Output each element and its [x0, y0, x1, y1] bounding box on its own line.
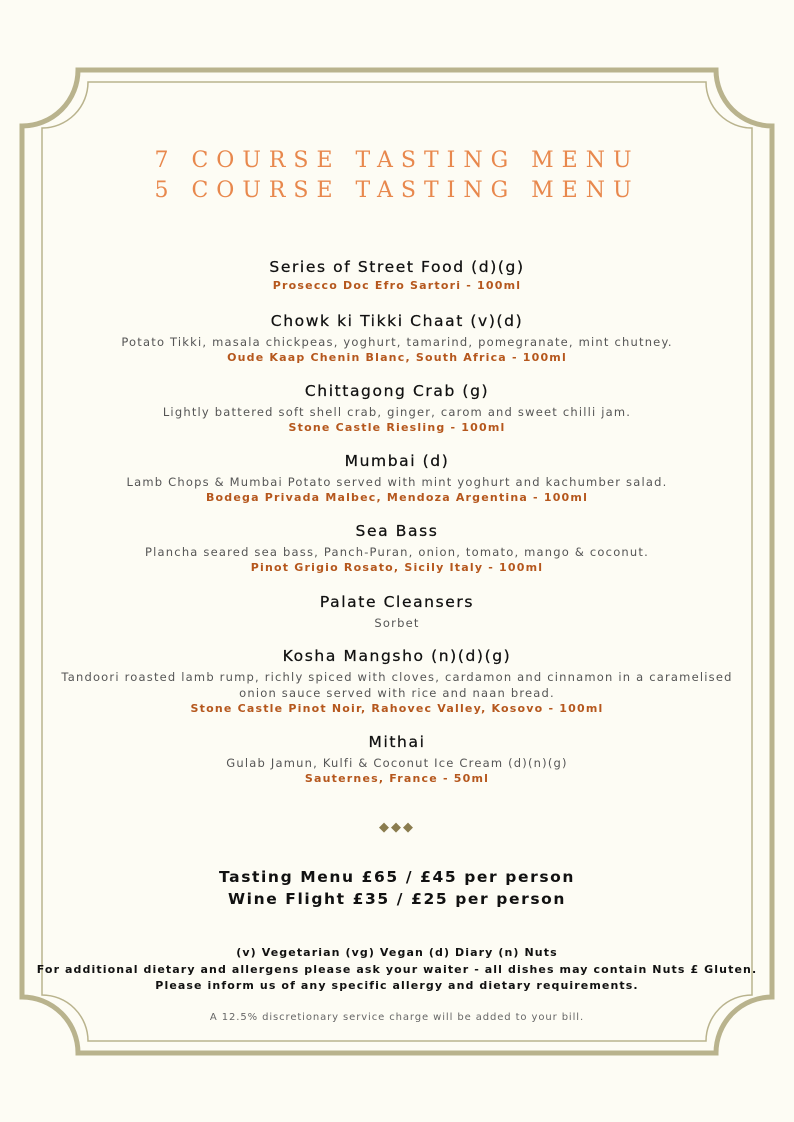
course-name: Mumbai (d): [344, 452, 450, 470]
diamond-ornament-icon: ◆◆◆: [379, 820, 415, 835]
service-charge-note: A 12.5% discretionary service charge will be added to your bill.: [209, 1012, 585, 1023]
course-name: Chittagong Crab (g): [304, 382, 490, 400]
course-wine: Bodega Privada Malbec, Mendoza Argentina - 100ml: [205, 491, 589, 504]
course-description: Tandoori roasted lamb rump, richly spiced with cloves, cardamon and cinnamon in a caramelised onion sauce served with rice and naan bread.: [61, 670, 733, 700]
course-description: Sorbet: [374, 616, 420, 630]
course-name: Mithai: [368, 733, 426, 751]
dietary-legend: (v) Vegetarian (vg) Vegan (d) Diary (n) Nuts: [236, 946, 558, 959]
course-name: Series of Street Food (d)(g): [269, 258, 525, 276]
course-description: Potato Tikki, masala chickpeas, yoghurt, tamarind, pomegranate, mint chutney.: [121, 335, 673, 349]
course-name: Kosha Mangsho (n)(d)(g): [282, 647, 512, 665]
course-wine: Prosecco Doc Efro Sartori - 100ml: [272, 279, 522, 292]
course-item: [40, 381, 754, 436]
course-name: Palate Cleansers: [319, 593, 475, 611]
course-item: [40, 257, 754, 294]
course-item: [40, 311, 754, 366]
course-wine: Stone Castle Pinot Noir, Rahovec Valley, Kosovo - 100ml: [190, 702, 604, 715]
wine-flight-price: Wine Flight £35 / £25 per person: [227, 890, 567, 908]
tasting-menu-price: Tasting Menu £65 / £45 per person: [218, 868, 576, 886]
course-description: Gulab Jamun, Kulfi & Coconut Ice Cream (d)(n)(g): [226, 756, 568, 770]
course-description: Plancha seared sea bass, Panch-Puran, onion, tomato, mango & coconut.: [145, 545, 649, 559]
course-item: [40, 451, 754, 506]
course-item: [40, 646, 754, 717]
course-wine: Pinot Grigio Rosato, Sicily Italy - 100ml: [250, 561, 544, 574]
course-item: [40, 592, 754, 631]
menu-title-5-course: 5 COURSE TASTING MENU: [154, 178, 640, 203]
course-item: [40, 521, 754, 576]
menu-title-7-course: 7 COURSE TASTING MENU: [154, 148, 640, 173]
course-wine: Oude Kaap Chenin Blanc, South Africa - 100ml: [227, 351, 567, 364]
course-item: [40, 732, 754, 787]
allergen-notice: For additional dietary and allergens please ask your waiter - all dishes may contain Nuts £ Gluten.: [36, 963, 758, 976]
course-wine: Stone Castle Riesling - 100ml: [288, 421, 506, 434]
course-description: Lamb Chops & Mumbai Potato served with mint yoghurt and kachumber salad.: [126, 475, 668, 489]
course-name: Chowk ki Tikki Chaat (v)(d): [270, 312, 524, 330]
course-name: Sea Bass: [355, 522, 439, 540]
course-wine: Sauternes, France - 50ml: [304, 772, 490, 785]
allergy-request: Please inform us of any specific allergy and dietary requirements.: [155, 979, 639, 992]
course-description: Lightly battered soft shell crab, ginger, carom and sweet chilli jam.: [162, 405, 632, 419]
